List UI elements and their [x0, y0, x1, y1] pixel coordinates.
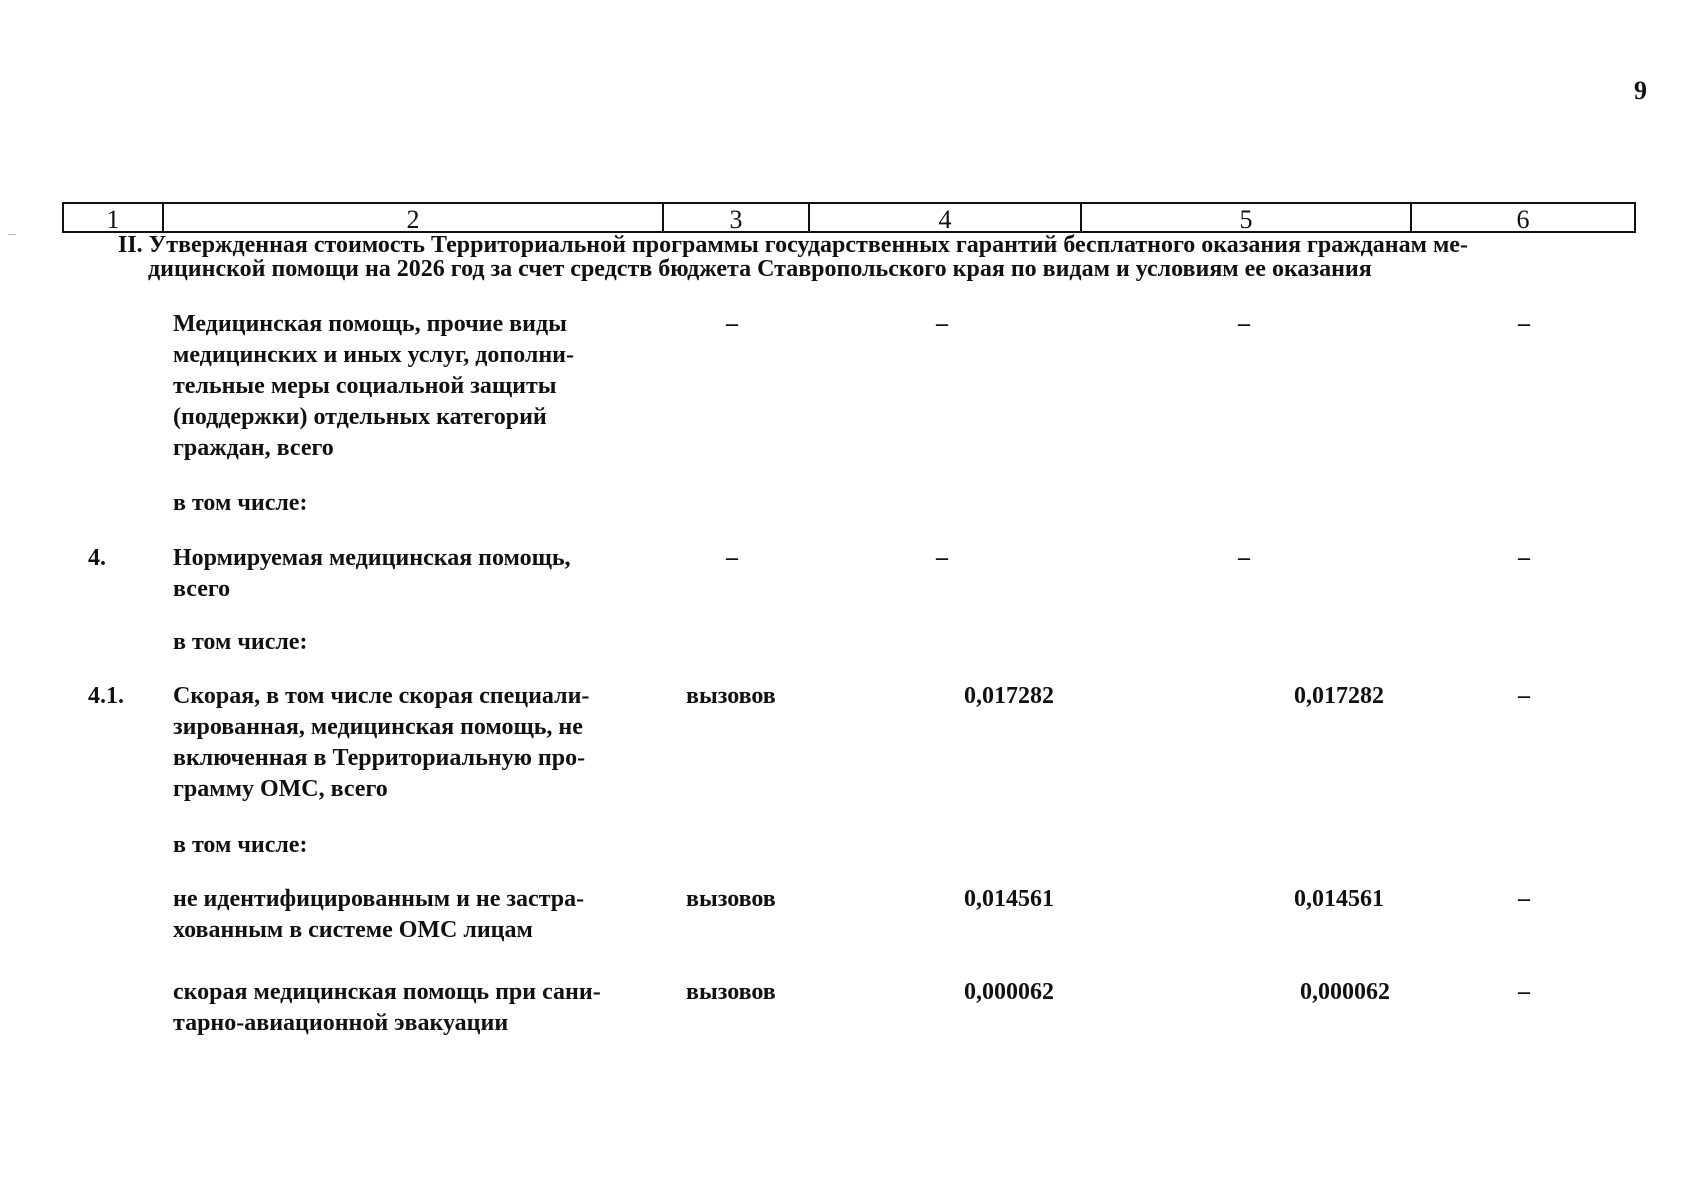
cell-col4: 0,017282	[964, 683, 1054, 709]
cell-col4: –	[936, 545, 948, 571]
desc-line: в том числе:	[173, 490, 308, 516]
desc-line: зированная, медицинская помощь, не	[173, 714, 583, 740]
cell-col3: –	[726, 311, 738, 337]
header-col-1: 1	[64, 204, 164, 231]
cell-col6: –	[1518, 311, 1530, 337]
desc-line: Медицинская помощь, прочие виды	[173, 311, 567, 337]
cell-col6: –	[1518, 683, 1530, 709]
cell-col5: –	[1238, 545, 1250, 571]
cell-col3: –	[726, 545, 738, 571]
header-col-2: 2	[164, 204, 664, 231]
desc-line: тельные меры социальной защиты	[173, 373, 557, 399]
cell-col6: –	[1518, 886, 1530, 912]
row-description	[173, 681, 655, 805]
cell-col4: 0,014561	[964, 886, 1054, 912]
header-col-4: 4	[810, 204, 1082, 231]
desc-line: (поддержки) отдельных категорий	[173, 404, 547, 430]
desc-line: грамму ОМС, всего	[173, 776, 388, 802]
section-title	[118, 233, 1638, 281]
cell-col4: –	[936, 311, 948, 337]
desc-line: включенная в Территориальную про-	[173, 745, 586, 771]
row-description	[173, 627, 655, 658]
cell-col6: –	[1518, 979, 1530, 1005]
desc-line: Скорая, в том числе скорая специали-	[173, 683, 590, 709]
cell-col5: 0,014561	[1294, 886, 1384, 912]
desc-line: тарно-авиационной эвакуации	[173, 1010, 509, 1036]
row-description	[173, 977, 655, 1039]
row-description	[173, 543, 655, 605]
cell-col5: 0,017282	[1294, 683, 1384, 709]
row-description	[173, 830, 655, 861]
header-col-3: 3	[664, 204, 810, 231]
cell-col6: –	[1518, 545, 1530, 571]
section-title-line2: дицинской помощи на 2026 год за счет средств бюджета Ставропольского края по видам и условиям ее оказания	[148, 256, 1372, 282]
row-number: 4.1.	[88, 683, 124, 709]
cell-col4: 0,000062	[964, 979, 1054, 1005]
table-header-row	[62, 202, 1636, 233]
header-col-6: 6	[1516, 205, 1530, 234]
row-description	[173, 309, 655, 464]
scan-mark	[8, 234, 16, 235]
desc-line: в том числе:	[173, 832, 308, 858]
cell-col3: вызовов	[686, 683, 776, 709]
cell-col5: 0,000062	[1300, 979, 1390, 1005]
desc-line: не идентифицированным и не застра-	[173, 886, 585, 912]
header-col-5: 5	[1082, 204, 1412, 231]
desc-line: Нормируемая медицинская помощь,	[173, 545, 571, 571]
cell-col5: –	[1238, 311, 1250, 337]
section-title-line1: II. Утвержденная стоимость Территориальной программы государственных гарантий бесплатного оказания гражданам ме-	[118, 232, 1468, 258]
row-description	[173, 884, 655, 946]
row-number: 4.	[88, 545, 106, 571]
desc-line: граждан, всего	[173, 435, 334, 461]
desc-line: в том числе:	[173, 629, 308, 655]
desc-line: скорая медицинская помощь при сани-	[173, 979, 601, 1005]
cell-col3: вызовов	[686, 979, 776, 1005]
desc-line: медицинских и иных услуг, дополни-	[173, 342, 575, 368]
desc-line: хованным в системе ОМС лицам	[173, 917, 533, 943]
row-description	[173, 488, 655, 519]
cell-col3: вызовов	[686, 886, 776, 912]
desc-line: всего	[173, 576, 231, 602]
page-number: 9	[1634, 76, 1647, 105]
